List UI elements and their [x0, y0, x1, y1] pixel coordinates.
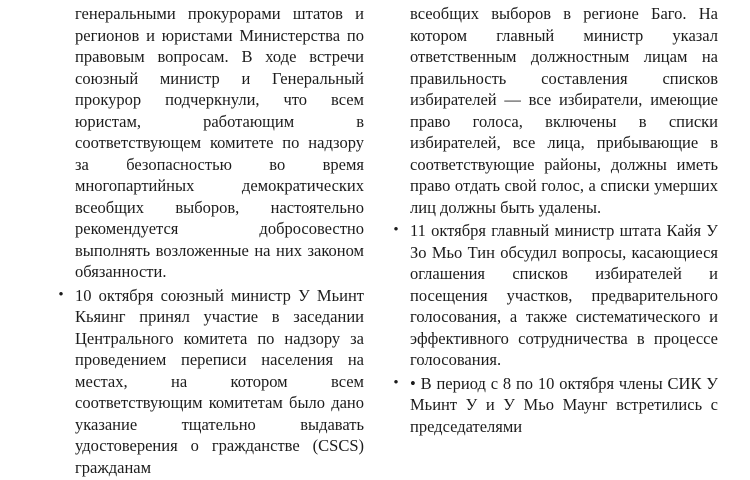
left-text-column	[58, 3, 364, 480]
bullet-paragraph: 11 октября главный министр штата Кайя У Зо Мьо Тин обсудил вопросы, касающиеся оглашения списков избирателей и посещения участков, предварительного голосования, а также систематического и эффективного сотрудничества в процессе голосования.	[410, 221, 718, 369]
bullet-paragraph: • В период с 8 по 10 октября члены СИК У Мьинт У и У Мьо Маунг встретились с председателями	[410, 373, 718, 436]
bullet-marker: •	[393, 374, 399, 391]
right-text-column	[393, 3, 718, 439]
bullet-paragraph: 10 октября союзный министр У Мьинт Кьяинг принял участие в заседании Центрального комитета по надзору за проведением переписи населения на местах, на котором всем соответствующим комитетам было дано указание тщательно выдавать удостоверения о гражданстве (CSCS) гражданам	[75, 285, 364, 477]
bullet-item	[58, 285, 364, 479]
continuation-paragraph: генеральными прокурорами штатов и регионов и юристами Министерства по правовым вопросам. В ходе встречи союзный министр и Генеральный прокурор подчеркнули, что всем юристам, работающим в соответствующем комитете по надзору за безопасностью во время многопартийных демократических всеобщих выборов, настоятельно рекомендуется добросовестно выполнять возложенные на них законом обязанности.	[75, 4, 364, 281]
bullet-item	[393, 373, 718, 438]
continuation-paragraph: всеобщих выборов в регионе Баго. На котором главный министр указал ответственным должностным лицам на правильность составления списков избирателей — все избиратели, имеющие право голоса, включены в списки избирателей, все лица, прибывающие в соответствующие районы, должны иметь право отдать свой голос, а списки умерших лиц должны быть удалены.	[410, 4, 718, 217]
bullet-item	[393, 220, 718, 371]
bullet-marker: •	[58, 286, 64, 303]
bullet-marker: •	[393, 222, 399, 238]
